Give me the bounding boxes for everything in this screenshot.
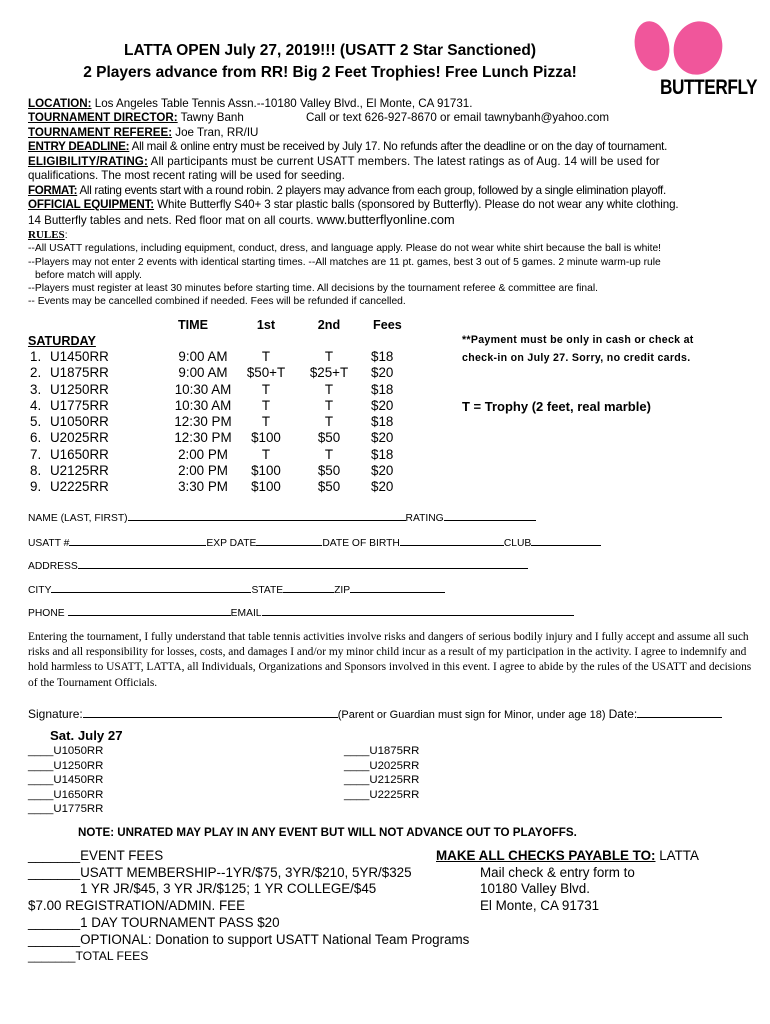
deadline-value: All mail & online entry must be received by July 17. No refunds after the deadline or on the day of tournament. [129,140,668,153]
checklist-title: Sat. July 27 [50,728,123,743]
checks-payee: LATTA [655,848,699,863]
event-time: 10:30 AM [174,397,232,413]
fee-membership: _______USATT MEMBERSHIP--1YR/$75, 3YR/$210, 5YR/$325 [28,864,412,880]
header-fees: Fees [373,318,402,332]
event-time: 3:30 PM [178,479,228,495]
checklist-item[interactable] [344,788,419,803]
rule-1: --All USATT regulations, including equipment, conduct, dress, and language apply. Please do not wear white shirt because the ball is white! [28,243,662,254]
table-row [30,398,410,414]
location-line [28,97,472,112]
address-label: ADDRESS [28,561,78,572]
event-fee: $18 [371,446,394,462]
signature-label: Signature: [28,707,83,721]
table-row [30,430,410,446]
address-row [28,559,528,572]
checklist-blank[interactable]: ____ [28,774,54,787]
event-number: 6. [30,430,42,446]
director-line [28,111,244,126]
format-label: FORMAT: [28,184,78,197]
fee-total: _______TOTAL FEES [28,949,149,964]
table-row [30,382,410,398]
director-label: TOURNAMENT DIRECTOR: [28,111,178,124]
event-fee: $20 [371,479,394,495]
checklist-event: U2225RR [369,788,420,801]
date-input[interactable] [637,708,722,718]
rule-3: --Players must register at least 30 minutes before starting time. All decisions by the tournament referee & committee are final. [28,283,599,294]
fee-event-fees: _______EVENT FEES [28,848,164,863]
usatt-label: USATT # [28,538,70,549]
event-fee: $20 [371,463,394,479]
name-input[interactable] [128,511,406,521]
checklist-item[interactable] [28,773,103,788]
event-number: 9. [30,479,42,495]
checklist-blank[interactable]: ____ [28,803,54,816]
event-second-prize: $50 [317,463,341,479]
checklist-event: U1050RR [53,745,104,757]
usatt-row [28,536,601,549]
club-label: CLUB [503,538,532,549]
table-row [30,447,410,463]
payment-note-line-2: check-in on July 27. Sorry, no credit cards. [462,352,691,364]
event-fee: $18 [371,381,394,397]
butterfly-wings-icon [618,20,742,76]
format-line [28,184,666,199]
event-first-prize: $100 [251,463,281,479]
dob-input[interactable] [400,536,504,546]
event-second-prize: T [324,397,334,413]
checklist-left [28,744,103,817]
brand-name: BUTTERFLY [660,76,758,99]
event-first-prize: T [261,381,271,397]
table-row [30,463,410,479]
event-name: U2225RR [50,479,109,495]
checklist-item[interactable] [344,759,419,774]
checks-header [436,848,699,865]
guardian-note: (Parent or Guardian must sign for Minor, under age 18) [337,709,606,721]
checklist-blank[interactable]: ____ [344,745,370,757]
event-first-prize: T [261,446,271,462]
exp-label: EXP DATE [206,538,257,549]
header-second: 2nd [317,318,341,332]
checklist-event: U1875RR [369,745,420,757]
event-second-prize: $25+T [309,365,349,381]
checklist-blank[interactable]: ____ [28,745,54,757]
city-row [28,583,445,596]
zip-label: ZIP [334,585,351,596]
event-number: 8. [30,463,42,479]
referee-value: Joe Tran, RR/IU [172,126,259,139]
event-first-prize: $100 [251,479,281,495]
checklist-item[interactable] [28,744,103,759]
fee-registration: $7.00 REGISTRATION/ADMIN. FEE [28,898,246,914]
event-first-prize: $50+T [246,365,286,381]
checks-block [436,848,699,915]
director-value: Tawny Banh [177,111,244,124]
usatt-input[interactable] [69,536,206,546]
event-first-prize: T [261,414,271,430]
event-time: 9:00 AM [178,365,228,381]
event-second-prize: T [324,414,334,430]
event-second-prize: $50 [317,430,341,446]
event-time: 2:00 PM [178,446,228,462]
rating-label: RATING [405,513,444,524]
signature-row [28,707,722,721]
name-row [28,511,536,524]
header-time: TIME [177,318,209,332]
payment-note [462,331,694,367]
checklist-item[interactable] [344,744,419,759]
deadline-line [28,140,667,155]
checklist-item[interactable] [28,759,103,774]
fee-membership-2: 1 YR JR/$45, 3 YR JR/$125; 1 YR COLLEGE/$45 [80,881,377,897]
event-number: 3. [30,381,42,397]
exp-input[interactable] [256,536,322,546]
event-number: 2. [30,365,42,381]
trophy-legend: T = Trophy (2 feet, real marble) [462,399,651,414]
rule-4: -- Events may be cancelled combined if needed. Fees will be refunded if cancelled. [28,296,406,307]
format-value: All rating events start with a round robin. 2 players may advance from each group, followed by a single elimination playoff. [77,184,666,197]
equipment-line-2 [28,213,455,229]
eligibility-line [28,155,660,170]
event-name: U1250RR [50,381,109,397]
title-line-2: 2 Players advance from RR! Big 2 Feet Trophies! Free Lunch Pizza! [83,64,577,81]
event-first-prize: T [261,349,271,364]
day-label: SATURDAY [28,334,96,348]
title-line-1: LATTA OPEN July 27, 2019!!! (USATT 2 Star Sanctioned) [124,42,536,59]
referee-line [28,126,258,141]
waiver-text: Entering the tournament, I fully understand that table tennis activities involve risks and dangers of serious bodily injury and I fully accept and assume all such risks and all responsibility for losses, costs, and damages I and/or my minor child incur as a result of my participation in the activity. I agree to indemnify and hold harmless to USATT, LATTA, all Individuals, Organizations and Sponsors involved in this event. I agree to abide by the rules of the USATT and decisions of the Tournament Officials. [28,631,752,689]
website-link[interactable]: www.butterflyonline.com [316,212,455,227]
event-fee: $20 [371,365,394,381]
event-first-prize: $100 [251,430,281,446]
event-fee: $20 [371,430,394,446]
deadline-label: ENTRY DEADLINE: [28,140,130,153]
event-second-prize: T [324,446,334,462]
phone-label: PHONE [28,608,65,619]
table-row [30,414,410,430]
checks-line-3: El Monte, CA 91731 [480,898,600,914]
rules-label: RULES [28,229,65,241]
zip-input[interactable] [350,583,445,593]
event-first-prize: T [261,397,271,413]
table-row [30,479,410,495]
signature-input[interactable] [83,708,338,718]
rules-colon: : [64,230,68,241]
location-label: LOCATION: [28,97,92,110]
checklist-blank[interactable]: ____ [344,788,370,801]
checklist-event: U1650RR [53,788,104,801]
event-name: U1775RR [50,397,109,413]
checklist-event: U1250RR [53,759,104,772]
eligibility-label: ELIGIBILITY/RATING: [28,155,148,168]
checklist-event: U2025RR [369,759,420,772]
event-number: 7. [30,446,42,462]
event-table [30,349,410,496]
eligibility-line-2: qualifications. The most recent rating will be used for seeding. [28,169,345,182]
state-input[interactable] [283,583,334,593]
event-time: 12:30 PM [174,414,232,430]
email-input[interactable] [262,606,574,616]
unrated-note: NOTE: UNRATED MAY PLAY IN ANY EVENT BUT WILL NOT ADVANCE OUT TO PLAYOFFS. [78,826,577,839]
butterfly-logo [618,20,758,102]
equipment-value-2: 14 Butterfly tables and nets. Red floor mat on all courts. [28,214,314,227]
event-time: 2:00 PM [178,463,228,479]
checklist-event: U1450RR [53,774,104,787]
phone-row [28,606,574,619]
rating-input[interactable] [444,511,536,521]
event-fee: $18 [371,349,394,364]
city-input[interactable] [51,583,251,593]
date-label: Date: [608,707,638,721]
event-number: 5. [30,414,42,430]
event-name: U1650RR [50,446,109,462]
state-label: STATE [251,585,284,596]
club-input[interactable] [531,536,601,546]
equipment-label: OFFICIAL EQUIPMENT: [28,198,155,211]
email-label: EMAIL [230,608,262,619]
event-second-prize: T [324,349,334,364]
checklist-right [344,744,419,802]
checklist-blank[interactable]: ____ [344,774,370,787]
event-time: 12:30 PM [174,430,232,446]
checklist-blank[interactable]: ____ [344,759,370,772]
checklist-item[interactable] [28,788,103,803]
table-row [30,365,410,381]
director-contact: Call or text 626-927-8670 or email tawnybanh@yahoo.com [306,111,610,124]
rules-heading [28,229,68,243]
event-name: U2125RR [50,463,109,479]
checks-line-2: 10180 Valley Blvd. [480,881,590,897]
city-label: CITY [28,585,52,596]
table-row [30,349,410,365]
location-value: Los Angeles Table Tennis Assn.--10180 Valley Blvd., El Monte, CA 91731. [91,97,473,110]
checklist-item[interactable] [28,802,103,817]
checklist-item[interactable] [344,773,419,788]
equipment-line [28,198,679,213]
checks-label: MAKE ALL CHECKS PAYABLE TO: [436,848,656,863]
event-name: U1050RR [50,414,109,430]
event-number: 4. [30,397,42,413]
rule-2-cont: before match will apply. [35,270,142,281]
equipment-value: White Butterfly S40+ 3 star plastic balls (sponsored by Butterfly). Please do not wear any white clothing. [154,198,679,211]
fee-optional: _______OPTIONAL: Donation to support USATT National Team Programs [28,931,470,947]
event-time: 9:00 AM [178,349,228,364]
phone-input[interactable] [68,606,231,616]
checklist-event: U1775RR [53,803,104,816]
event-number: 1. [30,349,42,364]
address-input[interactable] [78,559,528,569]
eligibility-value: All participants must be current USATT members. The latest ratings as of Aug. 14 will be used for [147,155,660,168]
name-label: NAME (LAST, FIRST) [28,513,128,524]
event-fee: $18 [371,414,394,430]
event-second-prize: $50 [317,479,341,495]
event-fee: $20 [371,397,394,413]
checks-line-1: Mail check & entry form to [480,864,635,880]
checklist-blank[interactable]: ____ [28,759,54,772]
checklist-event: U2125RR [369,774,420,787]
event-second-prize: T [324,381,334,397]
fee-pass: _______1 DAY TOURNAMENT PASS $20 [28,914,280,930]
fees-list [28,848,469,965]
event-name: U1875RR [50,365,109,381]
checklist-blank[interactable]: ____ [28,788,54,801]
event-name: U2025RR [50,430,109,446]
event-name: U1450RR [50,349,109,364]
event-time: 10:30 AM [174,381,232,397]
referee-label: TOURNAMENT REFEREE: [28,126,173,139]
dob-label: DATE OF BIRTH [322,538,400,549]
payment-note-line-1: **Payment must be only in cash or check at [462,334,694,346]
header-first: 1st [256,318,276,332]
rule-2: --Players may not enter 2 events with identical starting times. --All matches are 11 pt. games, best 3 out of 5 games. 2 minute warm-up rule [28,257,661,268]
